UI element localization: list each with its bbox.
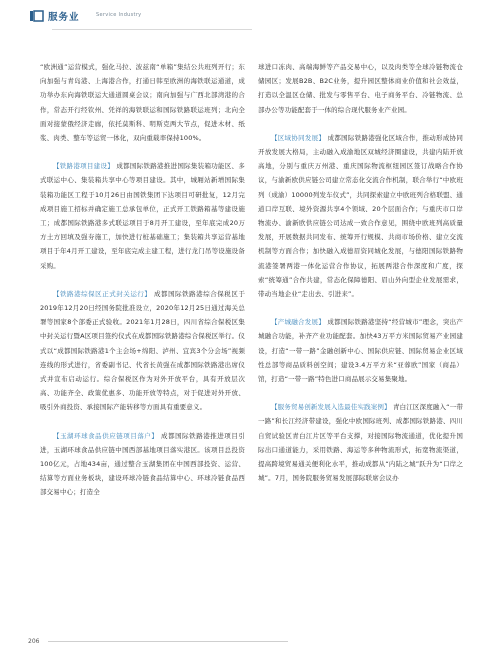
section-subtitle: Service Industry <box>96 12 142 18</box>
paragraph-text: “欧洲通”运营模式，强化马拉、波兹南“单箱”集结公共班列开行；东向加强与青岛港、上海港合作，打通日韩至欧洲的海铁联运通道，成功举办东向海铁联运大通道圆桌会议；南向加强与广西北部湾港的合作，常态开行经钦州、凭祥的海铁联运和国际铁路联运班列；北向全面对接蒙俄经济走廊，依托莫斯科、明斯克两大节点，促进木材、纸浆、肉类、整车等运贸一体化，双向重载率保持100%。 <box>40 63 245 143</box>
paragraph-heading: 【铁路港项目建设】 <box>53 162 114 171</box>
paragraph-heading: 【区域协同发展】 <box>271 133 326 142</box>
paragraph <box>40 159 245 273</box>
paragraph <box>258 60 463 117</box>
paragraph-text: 成都国际铁路港推进项目引进，玉湖环球食品供应链中国西部基地项目落实港区。该项目总投资100亿元，占地434亩，通过整合玉湖集团在中国西部投资、运营、结算等方面业务板块，建设环球冷链食品结算中心、环球冷链食品西部交易中心；打造全 <box>40 431 246 497</box>
page-number: 206 <box>28 638 40 645</box>
footer-divider <box>48 641 288 642</box>
paragraph-heading: 【玉湖环球食品供应链项目落户】 <box>53 431 159 440</box>
paragraph-heading: 【产城融合发展】 <box>271 318 326 327</box>
paragraph-text: 成都国际铁路港综合保税区于2019年12月20日经国务院批准设立，2020年12月25日通过海关总署等国家8个部委正式验收。2021年1月28日，四川省综合保税区集中封关运行暨A区项目签约仪式在成都国际铁路港综合保税区举行。仪式以“成都国际铁路港1个主会场+绵阳、泸州、宜宾3个分会场”视频连线的形式进行，省委副书记、代省长黄强在成都国际铁路港出席仪式并宣布启动运行。综合保税区作为对外开放平台，具有开放层次高、功能齐全、政策优惠多、功能开放等特点，对于促进对外开放、吸引外商投资、承接国际产能转移等方面具有重要意义。 <box>40 289 246 412</box>
paragraph-text: 球进口冻肉、高端海鲜等产品交易中心，以及肉类等全球冷链物流仓储园区；发展B2B、B2C业务，提升园区整体商业价值和社会效益，打造以全温区仓储、批发与零售平台、电子商务平台、冷链物流、总部办公等功能配套于一体的综合现代服务业产业园。 <box>258 63 463 114</box>
paragraph <box>40 60 245 145</box>
section-title: 服务业 <box>48 12 80 23</box>
paragraph-text: 成都国际铁路港推进国际集装箱功能区、多式联运中心、集装箱共享中心等项目建设。其中，城厢站新增国际集装箱功能区工程于10月26日由国铁集团下达项目可研批复，12月完成项目施工招标并确定施工总承包单位，正式开工铁路箱基等建设施工；成都国际铁路港多式联运项目于8月开工建设，至年底完成20万方土方回填及强夯施工，加快进行桩基础施工；集装箱共享运营基地项目于年4月开工建设，至年底完成主建工程，进行龙门吊等设施设备采购。 <box>40 162 245 270</box>
paragraph-heading: 【服务贸易创新发展入选最佳实践案例】 <box>271 403 391 412</box>
paragraph-text: 成都国际铁路港坚持“经营城市”理念，突出产城融合功能，补齐产业功能配套。加快43万平方米国际贸易产业园建设，打造“一带一路”金融创新中心、国际供应链、国际贸易企业区域性总部等商品质料创空间；建设3.4万平方米“亚蓉欧”国家（商品）馆，打造“一带一路”特色进口商品展示交易集聚地。 <box>258 318 464 384</box>
paragraph <box>258 400 463 485</box>
paragraph-heading: 【铁路港综保区正式封关运行】 <box>53 289 152 298</box>
header-divider <box>52 29 252 30</box>
paragraph <box>40 429 245 500</box>
paragraph <box>40 287 245 415</box>
paragraph-text: 青白江区深度融入“一带一路”和长江经济带建设，强化中欧国际班列、成都国际铁路港、四川自贸试验区青白江片区等平台支撑，对接国际物流通道，优化提升国际出口通道能力，采用铁路、海运等多种物流形式，拓宽物流渠道，提高跨境贸易通关便利化水平，推动成都从“内陆之城”跃升为“口岸之城”。7月，国务院服务贸易发展部际联席会议办 <box>258 403 463 483</box>
left-column <box>40 60 245 500</box>
paragraph <box>258 315 463 386</box>
service-industry-logo-icon <box>30 10 44 22</box>
paragraph-text: 成都国际铁路港强化区域合作，推动形成协同开放发展大格局，主动融入成渝地区双城经济圈建设，共建内陆开放高地，分别与重庆万州港、重庆国际物流枢纽园区签订战略合作协议，与渝新欧供应链公司建立常态化交流合作机制，联合举行“中欧班列（成渝）10000列发车仪式”，共同探索建立中欧班列合格联盟、通道口岸互联、境外资源共享4个领域、20个层面合作；与重庆市口岸物流办、渝新欧供应链公司达成一致合作意见，围绕中欧班列高质量发展，开展数据共同发布、统筹开行规模、共商市场价格、建立交流机制等方面合作；加快融入成德眉资同城化发展，与德阳国际铁路物流港签署两港一体化运营合作协议，拓展两港合作深度和广度，探索“统筹通”合作共建，常态化保障德阳、眉山外向型企业发展需求，带动当地企业“走出去、引进来”。 <box>258 133 464 299</box>
page-header <box>30 9 460 25</box>
right-column <box>258 60 463 485</box>
paragraph <box>258 131 463 301</box>
